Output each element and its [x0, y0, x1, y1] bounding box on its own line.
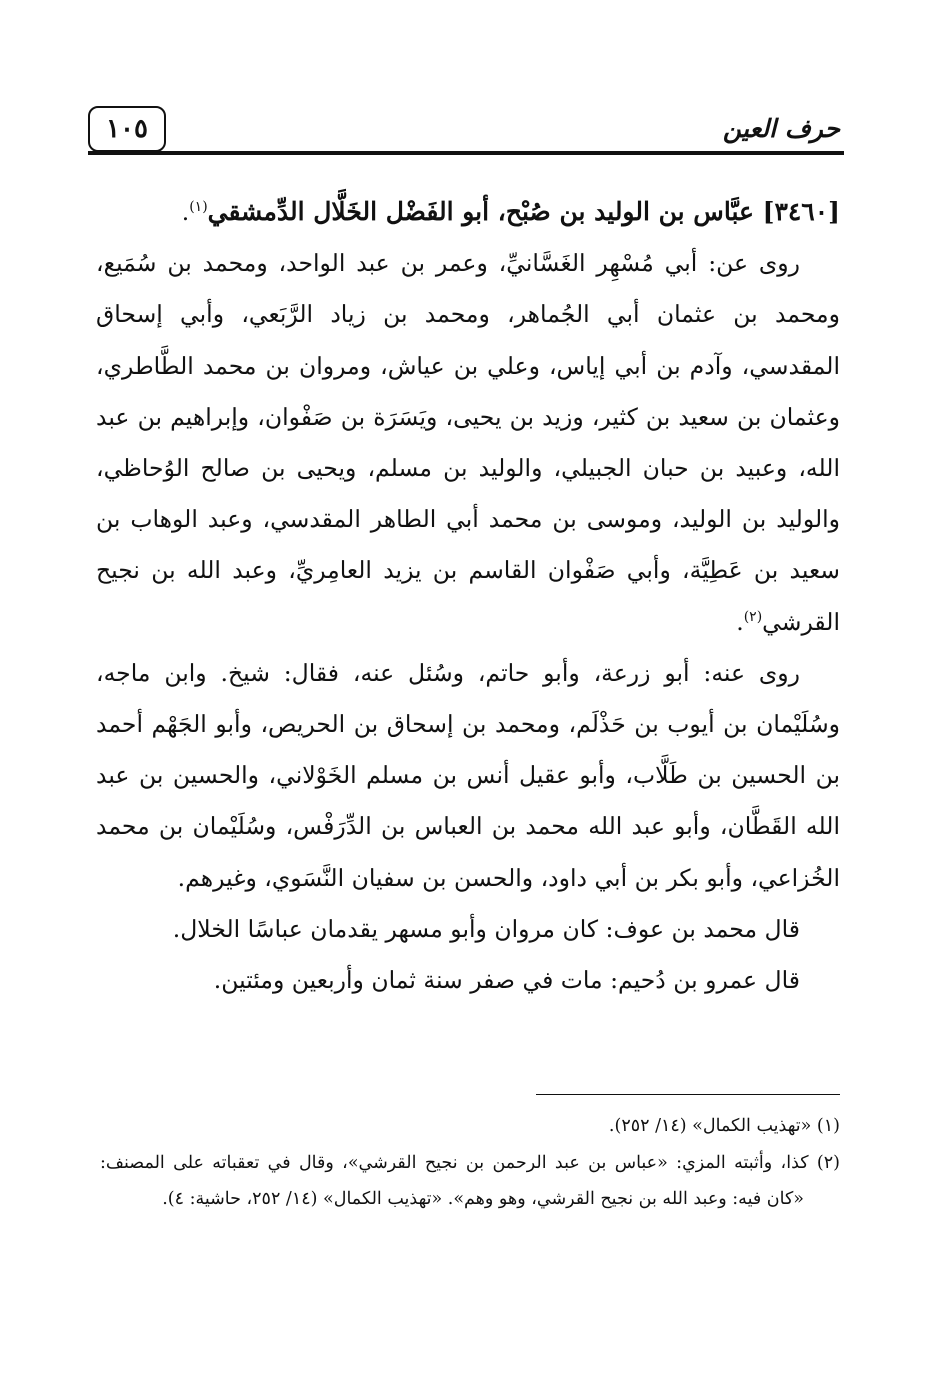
- quote-ibn-duhaym: قال عمرو بن دُحيم: مات في صفر سنة ثمان وأربعين ومئتين.: [213, 966, 800, 995]
- footnote-divider: [536, 1094, 840, 1095]
- quote-ibn-awf: قال محمد بن عوف: كان مروان وأبو مسهر يقدمان عباسًا الخلال.: [172, 914, 800, 943]
- heading-end: .: [181, 198, 190, 226]
- footnote-ref-1[interactable]: (١): [189, 199, 208, 216]
- narrated-from-text: روى عن: أبي مُسْهِر الغَسَّانيِّ، وعمر بن عبد الواحد، ومحمد بن سُمَيع، ومحمد بن عثمان أبي الجُماهر، ومحمد بن زياد الرَّبَعي، وأبي إسحاق المقدسي، وآدم بن أبي إياس، وعلي بن عياش، ومروان بن محمد الطَّاطري، وعثمان بن سعيد بن كثير، وزيد بن يحيى، ويَسَرَة بن صَفْوان، وإبراهيم بن عبد الله، وعبيد بن حبان الجبيلي، والوليد بن مسلم، ويحيى بن صالح الوُحاظي، والوليد بن الوليد، وموسى بن محمد أبي الطاهر المقدسي، وعبد الوهاب بن سعيد بن عَطِيَّة، وأبي صَفْوان القاسم بن يزيد العامِريِّ، وعبد الله بن نجيح القرشي: [96, 249, 840, 636]
- footnote-ref-2[interactable]: (٢): [743, 608, 763, 625]
- entry-heading: [٣٤٦٠] عبَّاس بن الوليد بن صُبْح، أبو الفَضْل الخَلَّال الدِّمشقي: [207, 197, 840, 226]
- narrated-from-end: .: [736, 607, 744, 636]
- footnote-2: (٢) كذا، وأثبته المزي: «عباس بن عبد الرحمن بن نجيح القرشي»، وقال في تعقباته على المصنف: «كان فيه: وعبد الله بن نجيح القرشي، وهو وهم». «تهذيب الكمال» (١٤/ ٢٥٢، حاشية: ٤).: [100, 1152, 840, 1209]
- footnotes: [100, 1108, 840, 1218]
- running-title: حرف العين: [722, 114, 840, 143]
- footnote-1: (١) «تهذيب الكمال» (١٤/ ٢٥٢).: [608, 1116, 840, 1136]
- page-number-text: ١٠٥: [106, 114, 148, 144]
- entry-heading-line: [96, 186, 840, 238]
- header-divider: [88, 151, 844, 155]
- page-number: [88, 106, 166, 152]
- entry-body: [96, 186, 840, 1006]
- narrated-from-paragraph: [96, 238, 840, 648]
- narrators-from-him-paragraph: روى عنه: أبو زرعة، وأبو حاتم، وسُئل عنه، فقال: شيخ. وابن ماجه، وسُلَيْمان بن أيوب بن حَذْلَم، ومحمد بن إسحاق بن الحريص، وأبو الجَهْم أحمد بن الحسين بن طَلَّاب، وأبو عقيل أنس بن مسلم الخَوْلاني، والحسين بن عبد الله القَطَّان، وأبو عبد الله محمد بن العباس بن الدِّرَفْس، وسُلَيْمان بن محمد الخُزاعي، وأبو بكر بن أبي داود، والحسن بن سفيان النَّسَوي، وغيرهم.: [96, 658, 840, 892]
